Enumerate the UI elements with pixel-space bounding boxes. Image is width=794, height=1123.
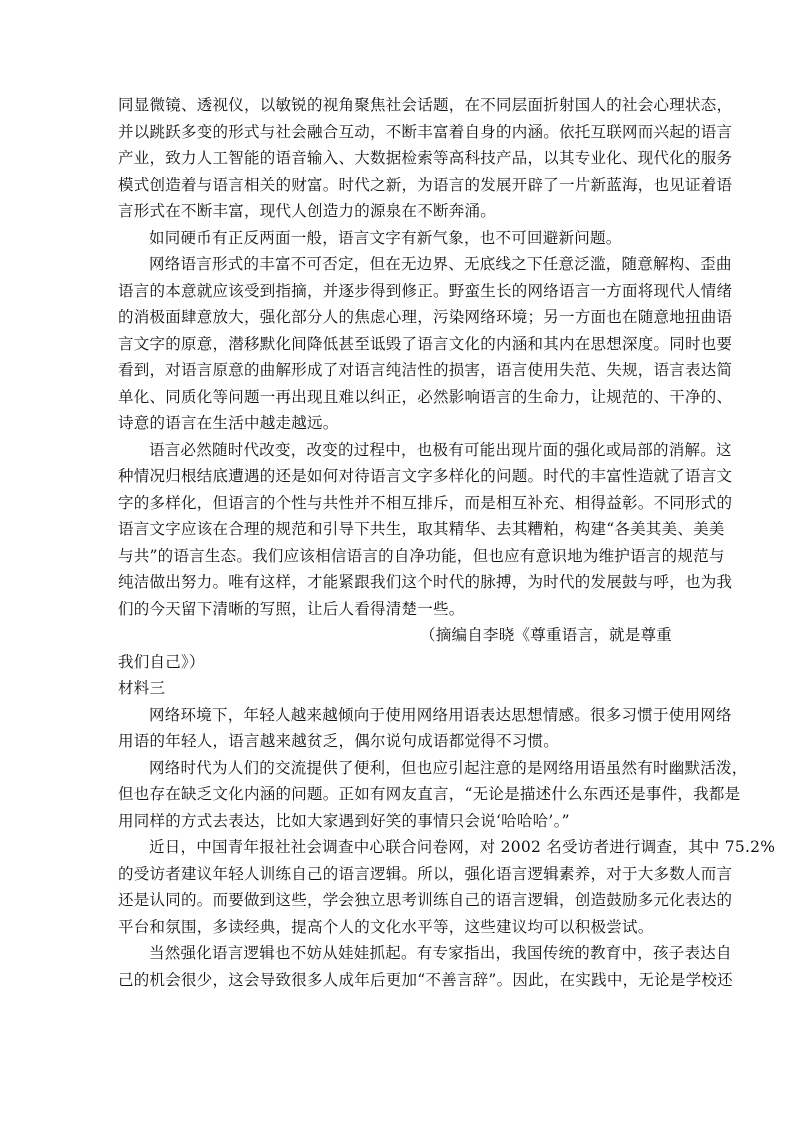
text-line: 网络环境下，年轻人越来越倾向于使用网络用语表达思想情感。很多习惯于使用网络 [149,705,732,724]
text-line: 言形式在不断丰富，现代人创造力的源泉在不断奔涌。 [118,202,497,220]
text-line: 并以跳跃多变的形式与社会融合互动，不断丰富着自身的内涵。依托互联网而兴起的语言 [118,122,733,141]
text-line: 看到，对语言原意的曲解形成了对语言纯洁性的损害，语言使用失范、失规，语言表达简 [118,361,733,379]
text-line: 网络时代为人们的交流提供了便利，但也应引起注意的是网络用语虽然有时幽默活泼， [149,758,748,777]
text-line: 己的机会很少，这会导致很多人成年后更加“不善言辞”。因此，在实践中，无论是学校还 [118,970,733,989]
text-line: 还是认同的。而要做到这些，学会独立思考训练自己的语言逻辑，创造鼓励多元化表达的 [118,891,733,909]
text-line: 单化、同质化等问题一再出现且难以纠正，必然影响语言的生命力，让规范的、干净的、 [118,387,733,406]
text-line: 近日，中国青年报社社会调查中心联合问卷网，对 2002 名受访者进行调查，其中 75.2% [149,838,776,856]
document-body [118,92,776,993]
text-line: 同显微镜、透视仪，以敏锐的视角聚焦社会话题，在不同层面折射国人的社会心理状态， [118,96,733,114]
text-line: 语言必然随时代改变，改变的过程中，也极有可能出现片面的强化或局部的消解。这 [149,440,732,459]
text-line: 但也存在缺乏文化内涵的问题。正如有网友直言，“无论是描述什么东西还是事件，我都是 [118,785,741,803]
text-line: 材料三 [118,679,166,697]
text-line: 模式创造着与语言相关的财富。时代之新，为语言的发展开辟了一片新蓝海，也见证着语 [118,175,733,194]
text-line: 当然强化语言逻辑也不妨从娃娃抓起。有专家指出，我国传统的教育中，孩子表达自 [149,944,732,962]
text-line: 言文字的原意，潜移默化间降低甚至诋毁了语言文化的内涵和其内在思想深度。同时也要 [118,334,733,353]
text-line: 种情况归根结底遭遇的还是如何对待语言文字多样化的问题。时代的丰富性造就了语言文 [118,467,733,485]
text-line: 如同硬币有正反两面一般，语言文字有新气象，也不可回避新问题。 [149,228,622,247]
text-line: 用同样的方式去表达，比如大家遇到好笑的事情只会说‘哈哈哈’。” [118,811,570,830]
text-line: 纯洁做出努力。唯有这样，才能紧跟我们这个时代的脉搏，为时代的发展鼓与呼，也为我 [118,573,733,591]
text-line: 的受访者建议年轻人训练自己的语言逻辑。所以，强化语言逻辑素养，对于大多数人而言 [118,864,733,883]
text-line: 我们自己》） [118,652,205,671]
text-line: （摘编自李晓《尊重语言，就是尊重 [419,626,672,644]
text-line: 网络语言形式的丰富不可否定，但在无边界、无底线之下任意泛滥，随意解构、歪曲 [149,255,732,273]
text-line: 字的多样化，但语言的个性与共性并不相互排斥，而是相互补充、相得益彰。不同形式的 [118,493,733,512]
text-line: 平台和氛围，多读经典，提高个人的文化水平等，这些建议均可以积极尝试。 [118,917,654,936]
text-line: 产业，致力人工智能的语音输入、大数据检索等高科技产品，以其专业化、现代化的服务 [118,149,733,167]
text-line: 的消极面肆意放大，强化部分人的焦虑心理，污染网络环境；另一方面也在随意地扭曲语 [118,308,733,326]
text-line: 与共”的语言生态。我们应该相信语言的自净功能，但也应有意识地为维护语言的规范与 [118,546,725,565]
text-line: 语言的本意就应该受到指摘，并逐步得到修正。野蛮生长的网络语言一方面将现代人情绪 [118,281,733,300]
text-line: 诗意的语言在生活中越走越远。 [118,414,339,432]
text-line: 语言文字应该在合理的规范和引导下共生，取其精华、去其糟粕，构建“各美其美、美美 [118,520,725,538]
text-line: 们的今天留下清晰的写照，让后人看得清楚一些。 [118,599,465,618]
text-line: 用语的年轻人，语言越来越贫乏，偶尔说句成语都觉得不习惯。 [118,732,560,750]
